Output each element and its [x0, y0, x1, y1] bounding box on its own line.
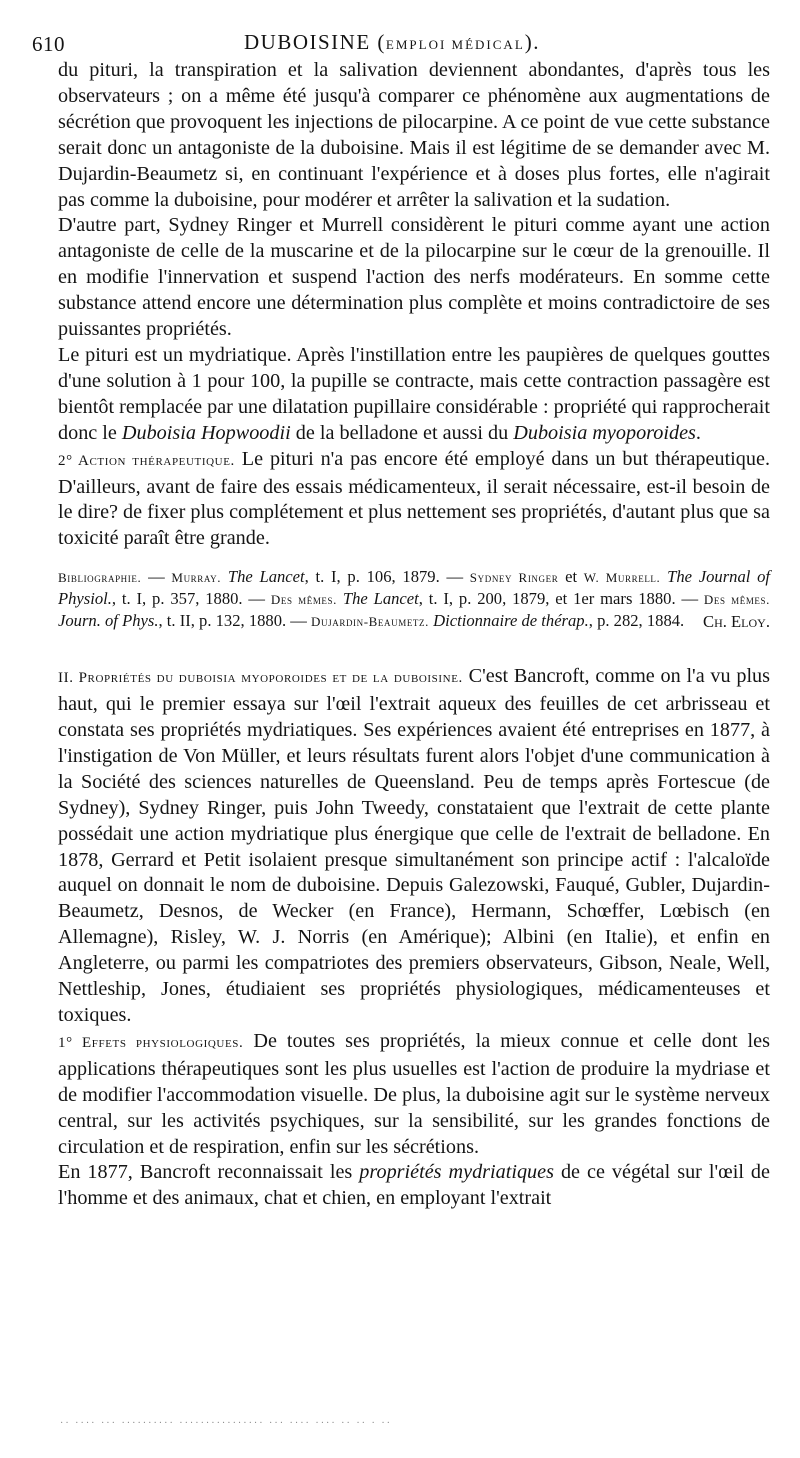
p7-text-2: de ce végétal sur l'œil de l'homme et des animaux, chat et chien, en employant l'extrait — [58, 1161, 770, 1210]
biblio-t1 — [221, 567, 228, 586]
biblio-sep: — — [141, 567, 172, 587]
paragraph-4 — [58, 447, 770, 553]
biblio-author-ringer: Sydney Ringer — [469, 570, 559, 586]
page-number: 610 — [32, 32, 65, 56]
biblio-t7: , t. I, p. 200, 1879, et 1er mars 1880. — — [418, 589, 704, 609]
paragraph-7 — [58, 1160, 770, 1212]
bleed-through-marks: ·· ···· ··· ·········· ················ ··· ···· ···· ·· ·· · ·· — [60, 1418, 392, 1429]
p3-text-1: Le pituri est un mydriatique. Après l'instillation entre les paupières de quelques gouttes d'une solution à 1 pour 100, la pupille se contracte, mais cette contraction passagère est bientôt remplacée par une dilatation pupillaire considérable : propriété qui rapprocherait donc le — [58, 343, 770, 444]
biblio-dictionnaire: Dictionnaire de thérap. — [433, 611, 589, 631]
page-header — [32, 28, 770, 58]
biblio-author-memes-1: Des mêmes. — [270, 592, 337, 608]
section-2-text: C'est Bancroft, comme on l'a vu plus haut, qui le premier essaya sur l'œil l'extrait aqueux des feuilles de cet arbrisseau et constata ses propriétés mydriatiques. Ses expériences avaient été entreprises en 1877, à l'instigation de Von Müller, et leurs résultats furent alors l'objet d'une communication à la Société des sciences naturelles de Queensland. Peu de temps après Fortescue (de Sydney), Sydney Ringer, puis John Tweedy, constataient que l'extrait de cette plante possédait une action mydriatique plus énergique que celle de l'extrait de belladone. En 1878, Gerrard et Petit isolaient presque simultanément son principe actif : l'alcaloïde auquel on donnait le nom de duboisine. Depuis Galezowski, Fauqué, Gubler, Dujardin-Beaumetz, Desnos, de Wecker (en France), Hermann, Schœffer, Lœbisch (en Allemagne), Risley, W. J. Norris (en Amérique); Albini (en Italie), et enfin en Angleterre, ou parmi les compatriotes des premiers observateurs, Gibson, Neale, Well, Nettleship, Jones, étudiaient ses propriétés physiologiques, médicamenteuses et toxiques. — [58, 665, 771, 1026]
section-heading-effets: 1° Effets physiologiques. — [58, 1034, 244, 1051]
p3-italic-2: Duboisia myoporoides — [513, 421, 696, 444]
biblio-journal-phys: Journ. of Phys. — [58, 611, 159, 631]
p3-text-3: . — [695, 421, 701, 444]
biblio-author-dujardin: Dujardin-Beaumetz. — [311, 614, 429, 630]
running-title-close: ). — [524, 30, 541, 54]
running-title — [244, 30, 540, 55]
biblio-author-murray: Murray. — [171, 570, 222, 586]
biblio-journal-lancet-2: The Lancet — [342, 589, 419, 609]
running-title-subtitle: EMPLOI MÉDICAL — [385, 37, 525, 52]
paragraph-3 — [58, 343, 770, 447]
section-2-paragraph — [58, 664, 770, 1029]
p3-italic-1: Duboisia Hopwoodii — [121, 421, 291, 444]
biblio-t3: et — [558, 567, 584, 587]
biblio-t5: , t. I, p. 357, 1880. — — [111, 589, 271, 609]
bibliography-label: Bibliographie. — [58, 570, 142, 586]
p3-text-2: de la belladone et aussi du — [290, 421, 514, 444]
p6-text: De toutes ses propriétés, la mieux connue et celle dont les applications thérapeutiques sont les plus usuelles est l'action de produire la mydriase et de modifier l'accommodation visuelle. De plus, la duboisine agit sur le système nerveux central, sur les activités psychiques, sur la sensibilité, sur les grandes fonctions de circulation et de respiration, enfin sur les sécrétions. — [58, 1029, 770, 1158]
bibliography — [58, 566, 770, 632]
paragraph-2: D'autre part, Sydney Ringer et Murrell considèrent le pituri comme ayant une action antagoniste de celle de la muscarine et de la pilocarpine sur le cœur de la grenouille. Il en modifie l'innervation et suspend l'action des nerfs modérateurs. En somme cette substance attend encore une détermination plus complète et moins contradictoire de ses puissantes propriétés. — [58, 214, 770, 341]
p7-text-1: En 1877, Bancroft reconnaissait les — [58, 1161, 360, 1184]
section-heading-therapeutique: 2° Action thérapeutique. — [58, 452, 235, 469]
biblio-t11: , p. 282, 1884. — [588, 611, 685, 631]
biblio-t9: , t. II, p. 132, 1880. — — [158, 611, 312, 631]
document-page — [32, 28, 771, 1212]
section-2-heading: II. Propriétés du duboisia myoporoides et de la duboisine. — [58, 670, 463, 687]
biblio-author-murrell: W. Murrell. — [583, 570, 661, 586]
biblio-t2: , t. I, p. 106, 1879. — — [304, 567, 470, 587]
author-signature: Ch. Eloy. — [703, 612, 770, 632]
paragraph-6 — [58, 1029, 770, 1161]
paragraph-1: du pituri, la transpiration et la salivation deviennent abondantes, d'après tous les observateurs ; on a même été jusqu'à comparer ce phénomène aux augmentations de sécrétion que provoquent les injections de pilocarpine. A ce point de vue cette substance serait donc un antagoniste de la duboisine. Mais il est légitime de se demander avec M. Dujardin-Beaumetz si, en continuant l'expérience et à doses plus fortes, elle n'agirait pas comme la duboisine, pour modérer et arrêter la salivation et la sudation. — [58, 59, 770, 211]
biblio-journal-physiol: The Journal of Physiol. — [58, 567, 771, 609]
biblio-author-memes-2: Des mêmes. — [703, 592, 770, 608]
running-title-main: DUBOISINE ( — [244, 30, 386, 54]
p7-italic: propriétés mydriatiques — [359, 1161, 554, 1184]
biblio-journal-lancet-1: The Lancet — [227, 567, 305, 587]
p4-text: Le pituri n'a pas encore été employé dans un but thérapeutique. D'ailleurs, avant de faire des essais médicamenteux, il serait nécessaire, est-il besoin de le dire? de fixer plus complétement et plus nettement ses propriétés, d'autant plus que sa toxicité paraît être grande. — [58, 447, 770, 550]
